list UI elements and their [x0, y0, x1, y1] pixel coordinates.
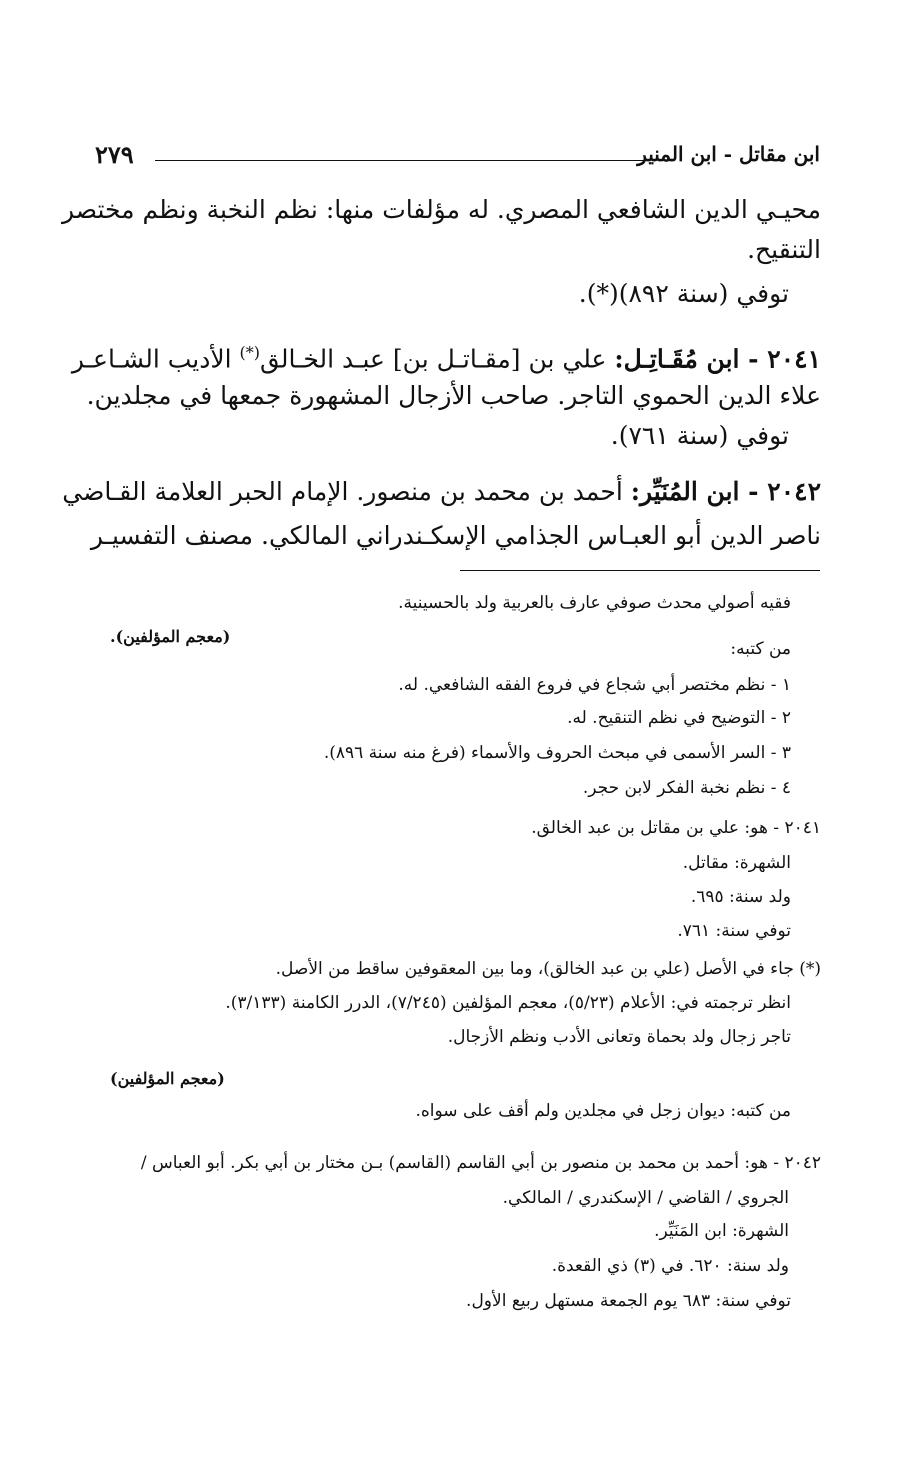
- header-rule: [155, 160, 645, 161]
- footnote-line: ولد سنة: ٦٢٠. في (٣) ذي القعدة.: [551, 1256, 789, 1276]
- footnote-line: الشهرة: مقاتل.: [682, 853, 791, 873]
- entry-heading: ٢٠٤٢ - ابن المُنَيِّر:: [630, 477, 821, 506]
- footnote-line: (*) جاء في الأصل (علي بن عبد الخالق)، وما بين المعقوفين ساقط من الأصل.: [275, 959, 821, 979]
- footnote-line: ولد سنة: ٦٩٥.: [690, 887, 791, 907]
- footnote-source: (معجم المؤلفين): [110, 1069, 225, 1088]
- running-title: ابن مقاتل - ابن المنير: [637, 142, 820, 166]
- footnote-line: من كتبه:: [730, 639, 791, 659]
- footnote-line: ٢ - التوضيح في نظم التنقيح. له.: [567, 708, 791, 728]
- footnote-line: الشهرة: ابن المَنَيِّر.: [654, 1221, 789, 1241]
- footnote-line: انظر ترجمته في: الأعلام (٥/٢٣)، معجم المؤلفين (٧/٢٤٥)، الدرر الكامنة (٣/١٣٣).: [225, 993, 791, 1013]
- body-line: ناصر الدين أبو العبـاس الجذامي الإسكـندراني المالكي. مصنف التفسيـر: [90, 521, 821, 550]
- body-line: التنقيح.: [747, 235, 821, 264]
- entry-text: علي بن [مقـاتـل بن] عبـد الخـالق: [260, 344, 607, 374]
- entry-2042-line: [62, 474, 821, 510]
- footnote-line: ٢٠٤٢ - هو: أحمد بن محمد بن منصور بن أبي القاسم (القاسم) بـن مختار بن أبي بكر. أبو العباس /: [140, 1153, 821, 1173]
- footnote-line: توفي سنة: ٦٨٣ يوم الجمعة مستهل ربيع الأول.: [466, 1291, 791, 1311]
- entry-text: الأديب الشـاعـر: [71, 344, 232, 374]
- body-line: توفي (سنة ٧٦١).: [610, 421, 789, 450]
- footnote-line: توفي سنة: ٧٦١.: [677, 921, 791, 941]
- footnote-line: تاجر زجال ولد بحماة وتعانى الأدب ونظم الأزجال.: [447, 1027, 791, 1047]
- footnote-marker: (*): [239, 343, 260, 362]
- page-number: ٢٧٩: [95, 140, 134, 169]
- footnote-line: الجروي / القاضي / الإسكندري / المالكي.: [502, 1188, 789, 1208]
- footnote-line: ٣ - السر الأسمى في مبحث الحروف والأسماء (فرغ منه سنة ٨٩٦).: [323, 743, 791, 763]
- body-line: محيـي الدين الشافعي المصري. له مؤلفات منها: نظم النخبة ونظم مختصر: [62, 195, 821, 224]
- body-line: توفي (سنة ٨٩٢)(*).: [578, 279, 789, 308]
- entry-2041-line: [71, 335, 821, 377]
- footnote-separator: [460, 570, 820, 571]
- footnote-line: ٢٠٤١ - هو: علي بن مقاتل بن عبد الخالق.: [531, 818, 821, 838]
- footnote-line: ٤ - نظم نخبة الفكر لابن حجر.: [582, 778, 791, 798]
- body-line: علاء الدين الحموي التاجر. صاحب الأزجال المشهورة جمعها في مجلدين.: [86, 381, 821, 410]
- footnote-line: من كتبه: ديوان زجل في مجلدين ولم أقف على سواه.: [415, 1101, 791, 1121]
- running-header: [95, 142, 820, 176]
- footnote-source: (معجم المؤلفين).: [110, 627, 231, 646]
- footnote-line: فقيه أصولي محدث صوفي عارف بالعربية ولد بالحسينية.: [398, 593, 791, 613]
- entry-text: أحمد بن محمد بن منصور. الإمام الحبر العلامة القـاضي: [62, 477, 623, 506]
- entry-heading: ٢٠٤١ - ابن مُقَـاتِـل:: [614, 344, 821, 374]
- footnote-line: ١ - نظم مختصر أبي شجاع في فروع الفقه الشافعي. له.: [398, 675, 791, 695]
